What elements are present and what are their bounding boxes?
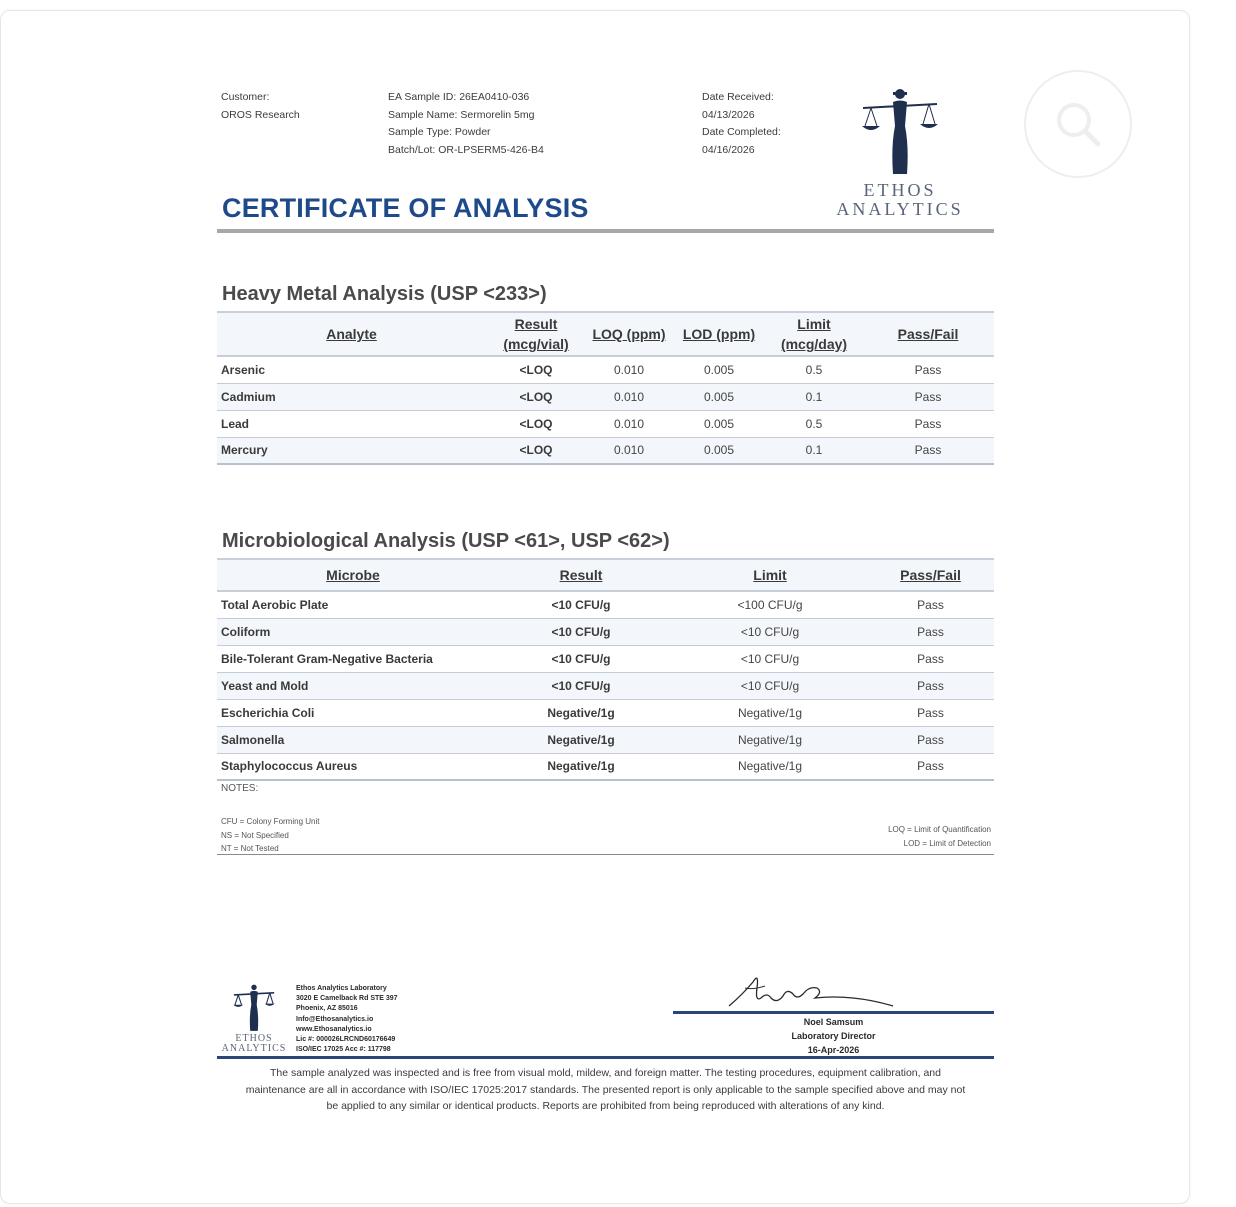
pass-cell: Pass xyxy=(867,645,994,672)
limit-cell: <10 CFU/g xyxy=(673,672,867,699)
lab-license: Lic #: 000026LRCND60176649 xyxy=(296,1036,396,1044)
dates-block xyxy=(702,89,781,159)
result-cell: Negative/1g xyxy=(489,753,673,780)
limit-cell: 0.5 xyxy=(766,410,862,437)
date-received-label: Date Received: xyxy=(702,91,774,103)
table-row xyxy=(217,383,994,410)
heavy-metal-title: Heavy Metal Analysis (USP <233>) xyxy=(222,283,547,305)
lab-contact-block xyxy=(296,984,398,1055)
pass-cell: Pass xyxy=(867,699,994,726)
footer-scales-icon xyxy=(218,983,290,1033)
microbe-cell: Total Aerobic Plate xyxy=(217,591,489,618)
limit-cell: Negative/1g xyxy=(673,753,867,780)
lab-name: Ethos Analytics Laboratory xyxy=(296,985,387,992)
limit-cell: <10 CFU/g xyxy=(673,645,867,672)
limit-cell: Negative/1g xyxy=(673,699,867,726)
notes-divider xyxy=(217,854,994,855)
table-row xyxy=(217,672,994,699)
signature-line xyxy=(673,1011,994,1014)
table-row xyxy=(217,699,994,726)
page-title: CERTIFICATE OF ANALYSIS xyxy=(222,193,589,223)
disclaimer-line1: The sample analyzed was inspected and is free from visual mold, mildew, and foreign matter. The testing procedures, equipment calibration, and xyxy=(269,1067,941,1079)
date-completed: 04/16/2026 xyxy=(702,143,755,156)
microbe-cell: Staphylococcus Aureus xyxy=(217,753,489,780)
result-cell: <LOQ xyxy=(486,437,586,464)
microbe-cell: Bile-Tolerant Gram-Negative Bacteria xyxy=(217,645,489,672)
loq-cell: 0.010 xyxy=(586,410,672,437)
pass-cell: Pass xyxy=(862,383,994,410)
loq-cell: 0.010 xyxy=(586,356,672,383)
limit-cell: <10 CFU/g xyxy=(673,618,867,645)
result-cell: <10 CFU/g xyxy=(489,672,673,699)
note-ns: NS = Not Specified xyxy=(221,830,289,840)
sample-id: EA Sample ID: 26EA0410-036 xyxy=(388,91,530,103)
microbe-cell: Salmonella xyxy=(217,726,489,753)
col-microbe: Microbe xyxy=(217,559,489,591)
col-limit: Limit xyxy=(673,559,867,591)
pass-cell: Pass xyxy=(867,726,994,753)
footer-divider xyxy=(217,1056,994,1059)
signature-image xyxy=(723,968,903,1012)
heavy-metal-table xyxy=(217,311,994,465)
limit-cell: 0.1 xyxy=(766,383,862,410)
signatory-name: Noel Samsum xyxy=(803,1017,864,1027)
lab-address2: Phoenix, AZ 85016 xyxy=(296,1005,358,1013)
date-received: 04/13/2026 xyxy=(702,108,755,121)
customer-block xyxy=(221,89,300,124)
signatory-date: 16-Apr-2026 xyxy=(807,1045,860,1055)
pass-cell: Pass xyxy=(867,591,994,618)
logo-line2: ANALYTICS xyxy=(836,199,964,219)
analyte-cell: Lead xyxy=(217,410,486,437)
lod-cell: 0.005 xyxy=(672,410,766,437)
table-row xyxy=(217,726,994,753)
result-cell: Negative/1g xyxy=(489,726,673,753)
col-limit: Limit (mcg/day) xyxy=(766,312,862,356)
lod-cell: 0.005 xyxy=(672,356,766,383)
col-loq: LOQ (ppm) xyxy=(586,312,672,356)
footer-logo-text xyxy=(217,1034,291,1054)
limit-cell: 0.1 xyxy=(766,437,862,464)
result-cell: <LOQ xyxy=(486,383,586,410)
notes-label: NOTES: xyxy=(221,783,259,794)
loq-cell: 0.010 xyxy=(586,383,672,410)
table-row xyxy=(217,645,994,672)
sample-block xyxy=(388,89,544,159)
scales-of-justice-icon xyxy=(857,86,943,178)
microbio-table xyxy=(217,558,994,781)
footer-logo-line1: ETHOS xyxy=(235,1033,273,1044)
table-row xyxy=(217,356,994,383)
date-completed-label: Date Completed: xyxy=(702,126,781,139)
limit-cell: 0.5 xyxy=(766,356,862,383)
col-pass-fail: Pass/Fail xyxy=(867,559,994,591)
lab-iso: ISO/IEC 17025 Acc #: 117798 xyxy=(296,1046,391,1054)
analyte-cell: Cadmium xyxy=(217,383,486,410)
disclaimer xyxy=(217,1065,994,1115)
disclaimer-line3: be applied to any similar or identical products. Reports are prohibited from being reproduced with alterations of any kind. xyxy=(326,1100,885,1112)
table-row xyxy=(217,753,994,780)
result-cell: <10 CFU/g xyxy=(489,591,673,618)
analyte-cell: Mercury xyxy=(217,437,486,464)
table-row xyxy=(217,410,994,437)
lod-cell: 0.005 xyxy=(672,383,766,410)
zoom-button[interactable] xyxy=(1024,70,1132,178)
table-header-row xyxy=(217,559,994,591)
result-cell: <10 CFU/g xyxy=(489,645,673,672)
limit-cell: Negative/1g xyxy=(673,726,867,753)
microbe-cell: Escherichia Coli xyxy=(217,699,489,726)
pass-cell: Pass xyxy=(867,672,994,699)
customer-name: OROS Research xyxy=(221,108,300,121)
note-nt: NT = Not Tested xyxy=(221,844,279,853)
abbreviations-left xyxy=(221,815,319,856)
abbreviations-right xyxy=(888,823,991,850)
result-cell: <LOQ xyxy=(486,356,586,383)
lab-address1: 3020 E Camelback Rd STE 397 xyxy=(296,995,398,1003)
sample-type: Sample Type: Powder xyxy=(388,126,491,139)
lod-cell: 0.005 xyxy=(672,437,766,464)
pass-cell: Pass xyxy=(862,437,994,464)
lab-website: www.Ethosanalytics.io xyxy=(296,1025,372,1033)
result-cell: <LOQ xyxy=(486,410,586,437)
microbe-cell: Coliform xyxy=(217,618,489,645)
table-header-row xyxy=(217,312,994,356)
pass-cell: Pass xyxy=(862,356,994,383)
result-cell: Negative/1g xyxy=(489,699,673,726)
col-result: Result xyxy=(489,559,673,591)
batch-lot: Batch/Lot: OR-LPSERM5-426-B4 xyxy=(388,143,544,156)
microbe-cell: Yeast and Mold xyxy=(217,672,489,699)
signatory-block xyxy=(673,1015,994,1057)
customer-label: Customer: xyxy=(221,91,270,103)
disclaimer-line2: maintenance are all in accordance with ISO/IEC 17025:2017 standards. The presented report is only applicable to the sample specified above and may not xyxy=(245,1083,966,1096)
note-loq: LOQ = Limit of Quantification xyxy=(888,825,991,834)
logo-line1: ETHOS xyxy=(863,180,937,200)
pass-cell: Pass xyxy=(867,618,994,645)
col-result: Result (mcg/vial) xyxy=(486,312,586,356)
col-lod: LOD (ppm) xyxy=(672,312,766,356)
title-divider xyxy=(217,229,994,233)
lab-email: Info@Ethosanalytics.io xyxy=(296,1015,374,1023)
signatory-title: Laboratory Director xyxy=(791,1031,876,1041)
col-pass-fail: Pass/Fail xyxy=(862,312,994,356)
microbio-title: Microbiological Analysis (USP <61>, USP <62>) xyxy=(222,530,670,552)
note-cfu: CFU = Colony Forming Unit xyxy=(221,817,320,826)
result-cell: <10 CFU/g xyxy=(489,618,673,645)
sample-name: Sample Name: Sermorelin 5mg xyxy=(388,108,535,121)
analyte-cell: Arsenic xyxy=(217,356,486,383)
footer-logo-line2: ANALYTICS xyxy=(221,1043,287,1054)
table-row xyxy=(217,618,994,645)
note-lod: LOD = Limit of Detection xyxy=(903,838,991,848)
table-row xyxy=(217,437,994,464)
pass-cell: Pass xyxy=(862,410,994,437)
limit-cell: <100 CFU/g xyxy=(673,591,867,618)
magnifier-icon xyxy=(1048,94,1108,154)
ethos-analytics-logo-text xyxy=(830,181,970,219)
loq-cell: 0.010 xyxy=(586,437,672,464)
table-row xyxy=(217,591,994,618)
pass-cell: Pass xyxy=(867,753,994,780)
col-analyte: Analyte xyxy=(217,312,486,356)
